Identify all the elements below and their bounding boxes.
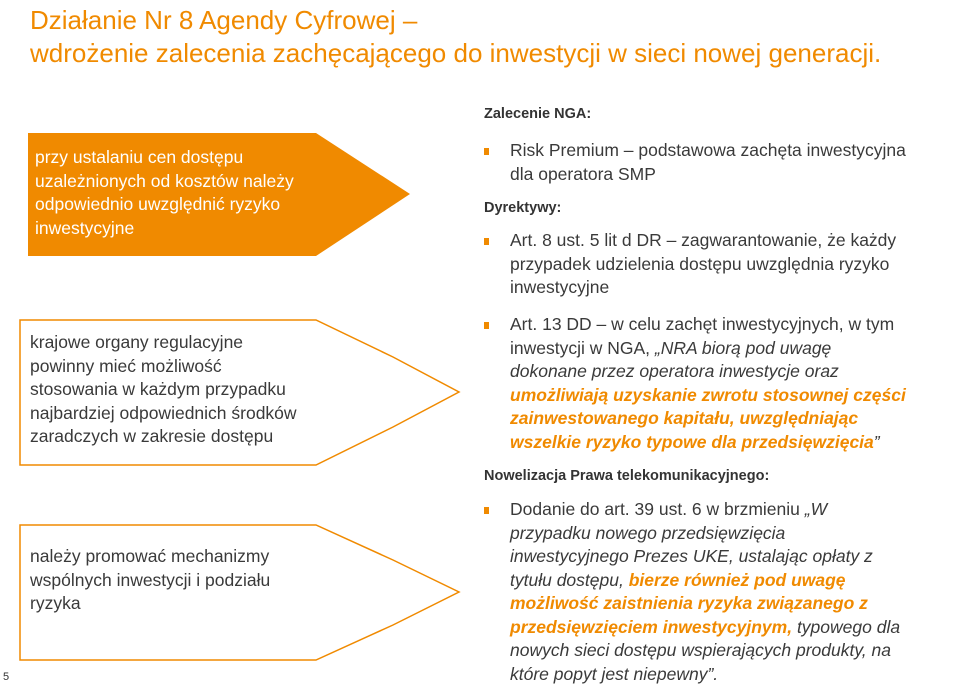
slide-number: 5 [3, 671, 10, 683]
arrow-box-3-text [30, 545, 270, 616]
bullet-art-8 [484, 229, 954, 300]
box3-line: wspólnych inwestycji i podziału [30, 569, 271, 590]
heading-dyrektywy: Dyrektywy: [484, 200, 562, 216]
quote-span: „NRA biorą pod uwagę [654, 337, 832, 358]
bullet-marker-icon [484, 238, 489, 245]
highlight-line: możliwość zaistnienia ryzyka związanego z [510, 593, 868, 613]
box2-line: krajowe organy regulacyjne [30, 332, 244, 352]
quote-line: które popyt jest niepewny”. [510, 663, 719, 684]
quote-span: typowego dla [796, 616, 901, 637]
box1-line: inwestycyjne [35, 217, 135, 238]
box1-line: uzależnionych od kosztów należy [35, 170, 294, 191]
bullet-line: Art. 13 DD – w celu zachęt inwestycyjnych, w tym [510, 314, 895, 334]
highlight-span: bierze również pod uwagę [628, 569, 846, 590]
bullet-dodanie [484, 498, 954, 686]
highlight-span: przedsięwzięciem inwestycyjnym, [510, 616, 797, 637]
bullet-line [510, 337, 954, 361]
box3-line: ryzyka [30, 593, 81, 613]
box3-line: należy promować mechanizmy [30, 546, 270, 566]
quote-line: dokonane przez operatora inwestycje oraz [510, 361, 839, 381]
box2-line: najbardziej odpowiednich środków [30, 402, 297, 423]
bullet-art-13 [484, 313, 954, 454]
bullet-line [510, 498, 954, 522]
bullet-marker-icon [484, 322, 489, 329]
box1-line: przy ustalaniu cen dostępu [35, 147, 244, 167]
quote-span: „W [804, 499, 828, 519]
slide-title-line-1: Działanie Nr 8 Agendy Cyfrowej – [30, 5, 418, 35]
bullet-line: inwestycyjne [510, 277, 610, 297]
highlight-line: zainwestowanego kapitału, uwzględniając [510, 408, 859, 428]
slide-title-line-2: wdrożenie zalecenia zachęcającego do inwestycji w sieci nowej generacji. [30, 38, 882, 68]
quote-span: tytułu dostępu, [510, 569, 629, 590]
box1-line: odpowiednio uwzględnić ryzyko [35, 194, 281, 214]
arrow-box-1-text [35, 146, 294, 240]
box2-line: zaradczych w zakresie dostępu [30, 426, 274, 446]
quote-line: nowych sieci dostępu wspierających produkty, na [510, 640, 891, 660]
bullet-line: Risk Premium – podstawowa zachęta inwestycyjna [510, 140, 906, 160]
bullet-line [510, 569, 954, 593]
arrow-box-2-text [30, 331, 297, 449]
box2-line: powinny mieć możliwość [30, 355, 222, 376]
bullet-line: Art. 8 ust. 5 lit d DR – zagwarantowanie, że każdy [510, 230, 897, 250]
bullet-marker-icon [484, 148, 489, 155]
highlight-line: umożliwiają uzyskanie zwrotu stosownej części [510, 384, 906, 405]
bullet-risk-premium [484, 139, 954, 186]
bullet-line: dla operatora SMP [510, 163, 656, 184]
text-span: inwestycji w NGA, [510, 337, 655, 358]
text-span: Dodanie do art. 39 ust. 6 w brzmieniu [510, 499, 805, 519]
bullet-line: przypadek udzielenia dostępu uwzględnia ryzyko [510, 253, 890, 274]
quote-span: ” [873, 431, 880, 452]
heading-nga: Zalecenie NGA: [484, 106, 592, 122]
quote-line: przypadku nowego przedsięwzięcia [510, 522, 786, 543]
quote-line: inwestycyjnego Prezes UKE, ustalając opłaty z [510, 546, 873, 566]
bullet-marker-icon [484, 507, 489, 514]
bullet-line [510, 616, 954, 640]
bullet-line [510, 431, 954, 455]
box2-line: stosowania w każdym przypadku [30, 379, 286, 399]
heading-nowelizacja: Nowelizacja Prawa telekomunikacyjnego: [484, 468, 770, 484]
highlight-span: wszelkie ryzyko typowe dla przedsięwzięcia [510, 431, 874, 452]
